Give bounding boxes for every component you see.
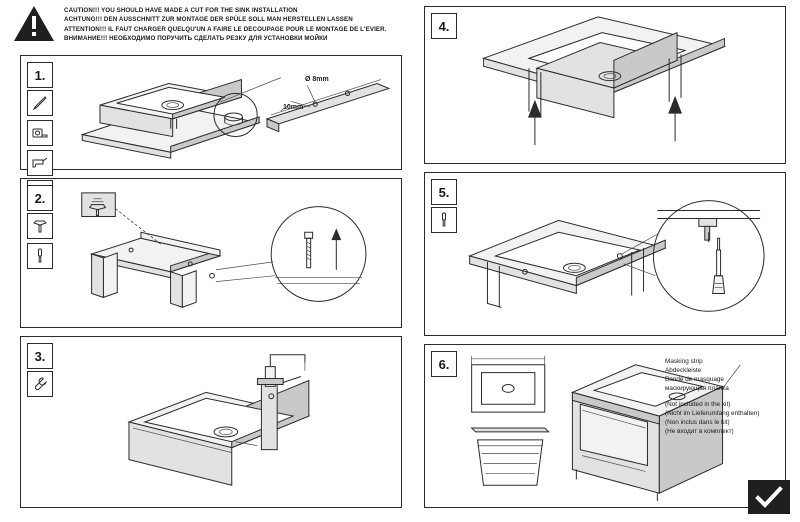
step-number-3: 3. <box>27 343 53 369</box>
warning-line-en: CAUTION!!! YOU SHOULD HAVE MADE A CUT FOR THE SINK INSTALLATION <box>64 7 298 14</box>
legend-block <box>665 357 759 443</box>
warning-text <box>64 4 387 44</box>
step-panel-1 <box>20 55 402 170</box>
legend-part-fr: Bande de masquage <box>665 376 724 383</box>
legend-note-de: (Nicht im Lieferumfang enthalten) <box>665 410 760 417</box>
tool-list-step-5 <box>431 207 457 233</box>
legend-part-en: Masking strip <box>665 358 703 365</box>
step-panel-4 <box>424 6 786 164</box>
step-number-2: 2. <box>27 185 53 211</box>
check-mark-icon <box>748 480 790 514</box>
tool-list-step-3 <box>27 371 53 397</box>
warning-line-fr: ATTENTION!!! IL FAUT CHARGER QUELQU'UN A FAIRE LE DECOUPAGE POUR LE MONTAGE DE L'EVIER. <box>64 25 387 33</box>
step-4-drawing <box>425 7 785 163</box>
step-1-drawing <box>21 56 401 169</box>
tape-measure-icon <box>27 120 53 146</box>
warning-header <box>12 4 407 50</box>
dimension-label-depth: 10mm <box>283 104 304 111</box>
screwdriver-icon <box>431 207 457 233</box>
legend-note-en: (Not included in the kit) <box>665 401 731 408</box>
step-number-4: 4. <box>431 13 457 39</box>
legend-note-ru: (Не входит в комплект) <box>665 428 734 435</box>
step-2-drawing <box>21 179 401 327</box>
step-panel-5 <box>424 172 786 336</box>
legend-part-ru: маскирующая планка <box>665 385 729 392</box>
warning-line-de: ACHTUNG!!! DEN AUSSCHNITT ZUR MONTAGE DER SPÜLE SOLL MAN HERSTELLEN LASSEN <box>64 16 353 24</box>
sealant-gun-icon <box>27 150 53 176</box>
legend-note-fr: (Non inclus dans le kit) <box>665 419 730 426</box>
dimension-label-diameter: Ø 8mm <box>305 76 329 83</box>
step-3-drawing <box>21 337 401 507</box>
screwdriver-icon <box>27 243 53 269</box>
warning-triangle-icon <box>12 4 56 44</box>
step-number-5: 5. <box>431 179 457 205</box>
warning-line-ru: ВНИМАНИЕ!!! НЕОБХОДИМО ПОРУЧИТЬ СДЕЛАТЬ РЕЗКУ ДЛЯ УСТАНОВКИ МОЙКИ <box>64 35 328 43</box>
step-panel-6 <box>424 344 786 508</box>
legend-part-de: Abdeckleiste <box>665 367 702 374</box>
step-panel-2 <box>20 178 402 328</box>
pencil-icon <box>27 90 53 116</box>
legend-notes <box>665 400 759 436</box>
bolt-icon <box>27 213 53 239</box>
legend-part-names <box>665 357 759 393</box>
tool-list-step-2 <box>27 213 53 269</box>
step-number-6: 6. <box>431 351 457 377</box>
wrench-icon <box>27 371 53 397</box>
step-5-drawing <box>425 173 785 335</box>
step-number-1: 1. <box>27 62 53 88</box>
step-panel-3 <box>20 336 402 508</box>
